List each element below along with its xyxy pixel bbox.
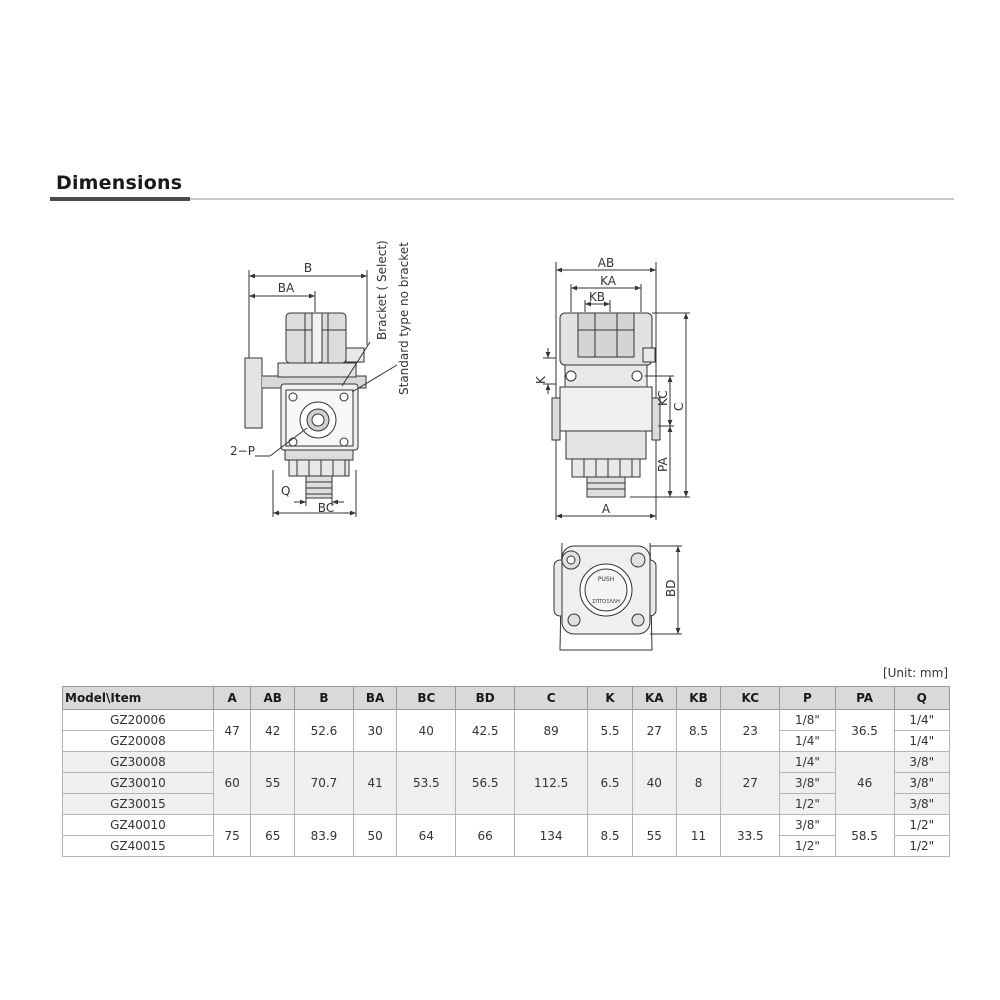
label-a: A xyxy=(601,502,611,516)
cell-q: 3/8" xyxy=(894,794,949,815)
cell-q: 3/8" xyxy=(894,773,949,794)
cell-b: 83.9 xyxy=(294,815,353,857)
cell-p: 1/2" xyxy=(780,794,835,815)
label-2p: 2−P xyxy=(230,444,255,458)
cell-p: 1/4" xyxy=(780,731,835,752)
cell-p: 3/8" xyxy=(780,773,835,794)
cell-p: 3/8" xyxy=(780,815,835,836)
cell-pa: 58.5 xyxy=(835,815,894,857)
cell-q: 1/2" xyxy=(894,815,949,836)
cell-b: 52.6 xyxy=(294,710,353,752)
cell-k: 6.5 xyxy=(588,752,633,815)
cell-ka: 55 xyxy=(632,815,676,857)
column-header-kc: KC xyxy=(721,687,780,710)
cell-p: 1/4" xyxy=(780,752,835,773)
label-ba: BA xyxy=(277,281,295,295)
cell-ka: 40 xyxy=(632,752,676,815)
column-header-pa: PA xyxy=(835,687,894,710)
cell-bc: 64 xyxy=(397,815,456,857)
cell-bc: 53.5 xyxy=(397,752,456,815)
cell-model: GZ40010 xyxy=(63,815,214,836)
cell-ba: 41 xyxy=(353,752,397,815)
cell-kb: 8 xyxy=(676,752,721,815)
column-header-k: K xyxy=(588,687,633,710)
cell-kb: 11 xyxy=(676,815,721,857)
table-row xyxy=(63,752,950,773)
table-row xyxy=(63,710,950,731)
cell-kc: 23 xyxy=(721,710,780,752)
column-header-a: A xyxy=(213,687,251,710)
column-header-b: B xyxy=(294,687,353,710)
cell-k: 8.5 xyxy=(588,815,633,857)
label-k: K xyxy=(534,376,548,384)
label-ab: AB xyxy=(597,256,615,270)
cell-bd: 42.5 xyxy=(456,710,515,752)
cell-pa: 36.5 xyxy=(835,710,894,752)
label-pa: PA xyxy=(656,457,670,472)
cell-a: 47 xyxy=(213,710,251,752)
cell-model: GZ20006 xyxy=(63,710,214,731)
cell-pa: 46 xyxy=(835,752,894,815)
cell-c: 134 xyxy=(515,815,588,857)
column-header-bd: BD xyxy=(456,687,515,710)
label-b: B xyxy=(303,261,313,275)
column-header-bc: BC xyxy=(397,687,456,710)
label-c: C xyxy=(672,402,686,411)
column-header-c: C xyxy=(515,687,588,710)
cell-q: 1/4" xyxy=(894,710,949,731)
label-bd: BD xyxy=(664,579,678,597)
cell-ba: 50 xyxy=(353,815,397,857)
label-push-sub: ΣΠΤΟΞΛΛΗ xyxy=(592,599,620,605)
cell-model: GZ30010 xyxy=(63,773,214,794)
cell-p: 1/2" xyxy=(780,836,835,857)
table-row xyxy=(63,815,950,836)
label-push: PUSH xyxy=(597,576,615,583)
column-header-ab: AB xyxy=(251,687,295,710)
column-header-ka: KA xyxy=(632,687,676,710)
cell-a: 60 xyxy=(213,752,251,815)
cell-ab: 55 xyxy=(251,752,295,815)
cell-bd: 66 xyxy=(456,815,515,857)
cell-k: 5.5 xyxy=(588,710,633,752)
label-ka: KA xyxy=(600,274,616,288)
cell-bd: 56.5 xyxy=(456,752,515,815)
column-header-p: P xyxy=(780,687,835,710)
cell-model: GZ20008 xyxy=(63,731,214,752)
label-kb: KB xyxy=(588,290,606,304)
cell-ab: 65 xyxy=(251,815,295,857)
cell-q: 3/8" xyxy=(894,752,949,773)
cell-kc: 33.5 xyxy=(721,815,780,857)
label-bc: BC xyxy=(317,501,335,515)
cell-ab: 42 xyxy=(251,710,295,752)
cell-b: 70.7 xyxy=(294,752,353,815)
cell-kb: 8.5 xyxy=(676,710,721,752)
cell-q: 1/4" xyxy=(894,731,949,752)
table-header-row xyxy=(63,687,950,710)
cell-q: 1/2" xyxy=(894,836,949,857)
column-header-model: Model\Item xyxy=(63,687,214,710)
column-header-ba: BA xyxy=(353,687,397,710)
label-standard-no-bracket: Standard type no bracket xyxy=(397,242,411,395)
top-view xyxy=(554,543,682,650)
cell-ka: 27 xyxy=(632,710,676,752)
label-q: Q xyxy=(281,484,291,498)
cell-model: GZ40015 xyxy=(63,836,214,857)
unit-note: [Unit: mm] xyxy=(882,666,948,680)
label-bracket-select: Bracket ( Select) xyxy=(375,240,389,340)
section-heading: Dimensions xyxy=(56,172,183,194)
cell-model: GZ30008 xyxy=(63,752,214,773)
column-header-kb: KB xyxy=(676,687,721,710)
cell-a: 75 xyxy=(213,815,251,857)
cell-c: 89 xyxy=(515,710,588,752)
cell-p: 1/8" xyxy=(780,710,835,731)
cell-ba: 30 xyxy=(353,710,397,752)
cell-c: 112.5 xyxy=(515,752,588,815)
cell-bc: 40 xyxy=(397,710,456,752)
label-kc: KC xyxy=(656,390,670,406)
column-header-q: Q xyxy=(894,687,949,710)
dimensions-table xyxy=(62,686,950,857)
cell-model: GZ30015 xyxy=(63,794,214,815)
cell-kc: 27 xyxy=(721,752,780,815)
